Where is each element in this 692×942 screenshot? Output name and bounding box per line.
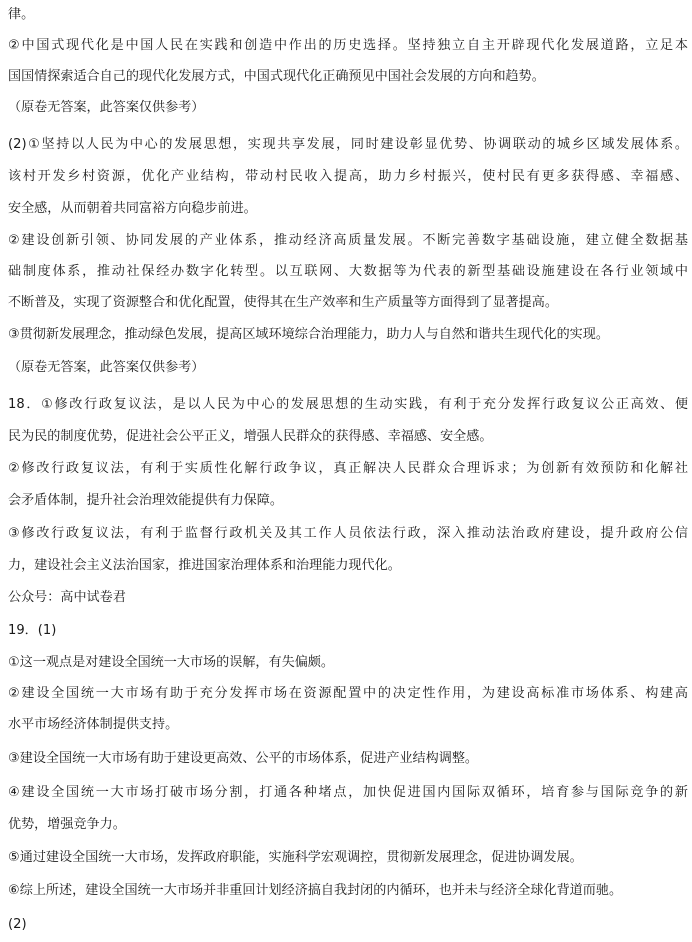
text-line: (2)①坚持以人民为中心的发展思想，实现共享发展，同时建设彰显优势、协调联动的城乡区域发展体系。 <box>8 137 688 152</box>
text-line: 18．①修改行政复议法，是以人民为中心的发展思想的生动实践，有利于充分发挥行政复议公正高效、便 <box>8 397 688 412</box>
text-line: ②修改行政复议法，有利于实质性化解行政争议，真正解决人民群众合理诉求；为创新有效预防和化解社 <box>8 461 688 476</box>
text-line: 律。 <box>8 7 35 22</box>
text-line: ⑤通过建设全国统一大市场，发挥政府职能，实施科学宏观调控，贯彻新发展理念，促进协调发展。 <box>8 850 583 865</box>
text-line: 不断普及，实现了资源整合和优化配置，使得其在生产效率和生产质量等方面得到了显著提高。 <box>8 295 558 310</box>
text-line: 水平市场经济体制提供支持。 <box>8 717 179 732</box>
text-line: ⑥综上所述，建设全国统一大市场并非重回计划经济搞自我封闭的内循环，也并未与经济全球化背道而驰。 <box>8 883 623 898</box>
text-line: 国国情探索适合自己的现代化发展方式，中国式现代化正确预见中国社会发展的方向和趋势。 <box>8 69 545 84</box>
text-line: 础制度体系，推动社保经办数字化转型。以互联网、大数据等为代表的新型基础设施建设在各行业领域中 <box>8 264 688 279</box>
text-line: 该村开发乡村资源，优化产业结构，带动村民收入提高，助力乡村振兴，使村民有更多获得感、幸福感、 <box>8 169 688 184</box>
text-line: ③建设全国统一大市场有助于建设更高效、公平的市场体系，促进产业结构调整。 <box>8 751 479 766</box>
text-line: ③贯彻新发展理念，推动绿色发展，提高区域环境综合治理能力，助力人与自然和谐共生现代化的实现。 <box>8 327 609 342</box>
text-line: 民为民的制度优势，促进社会公平正义，增强人民群众的获得感、幸福感、安全感。 <box>8 429 493 444</box>
text-line: (2) <box>8 917 27 932</box>
text-line: ①这一观点是对建设全国统一大市场的误解，有失偏颇。 <box>8 655 334 670</box>
text-line: ②中国式现代化是中国人民在实践和创造中作出的历史选择。坚持独立自主开辟现代化发展道路，立足本 <box>8 38 688 53</box>
text-line: ②建设全国统一大市场有助于充分发挥市场在资源配置中的决定性作用，为建设高标准市场体系、构建高 <box>8 686 688 701</box>
text-line: ④建设全国统一大市场打破市场分割，打通各种堵点，加快促进国内国际双循环，培育参与国际竞争的新 <box>8 785 688 800</box>
text-line: ②建设创新引领、协同发展的产业体系，推动经济高质量发展。不断完善数字基础设施，建立健全数据基 <box>8 233 688 248</box>
text-line: 会矛盾体制，提升社会治理效能提供有力保障。 <box>8 493 283 508</box>
text-line: 安全感，从而朝着共同富裕方向稳步前进。 <box>8 201 257 216</box>
text-line: （原卷无答案，此答案仅供参考） <box>8 100 205 115</box>
text-line: （原卷无答案，此答案仅供参考） <box>8 360 205 375</box>
text-line: 19．(1) <box>8 623 57 638</box>
text-line: 优势，增强竞争力。 <box>8 817 126 832</box>
text-line: 公众号：高中试卷君 <box>8 590 126 605</box>
text-line: 力，建设社会主义法治国家，推进国家治理体系和治理能力现代化。 <box>8 558 401 573</box>
text-line: ③修改行政复议法，有利于监督行政机关及其工作人员依法行政，深入推动法治政府建设，提升政府公信 <box>8 526 688 541</box>
